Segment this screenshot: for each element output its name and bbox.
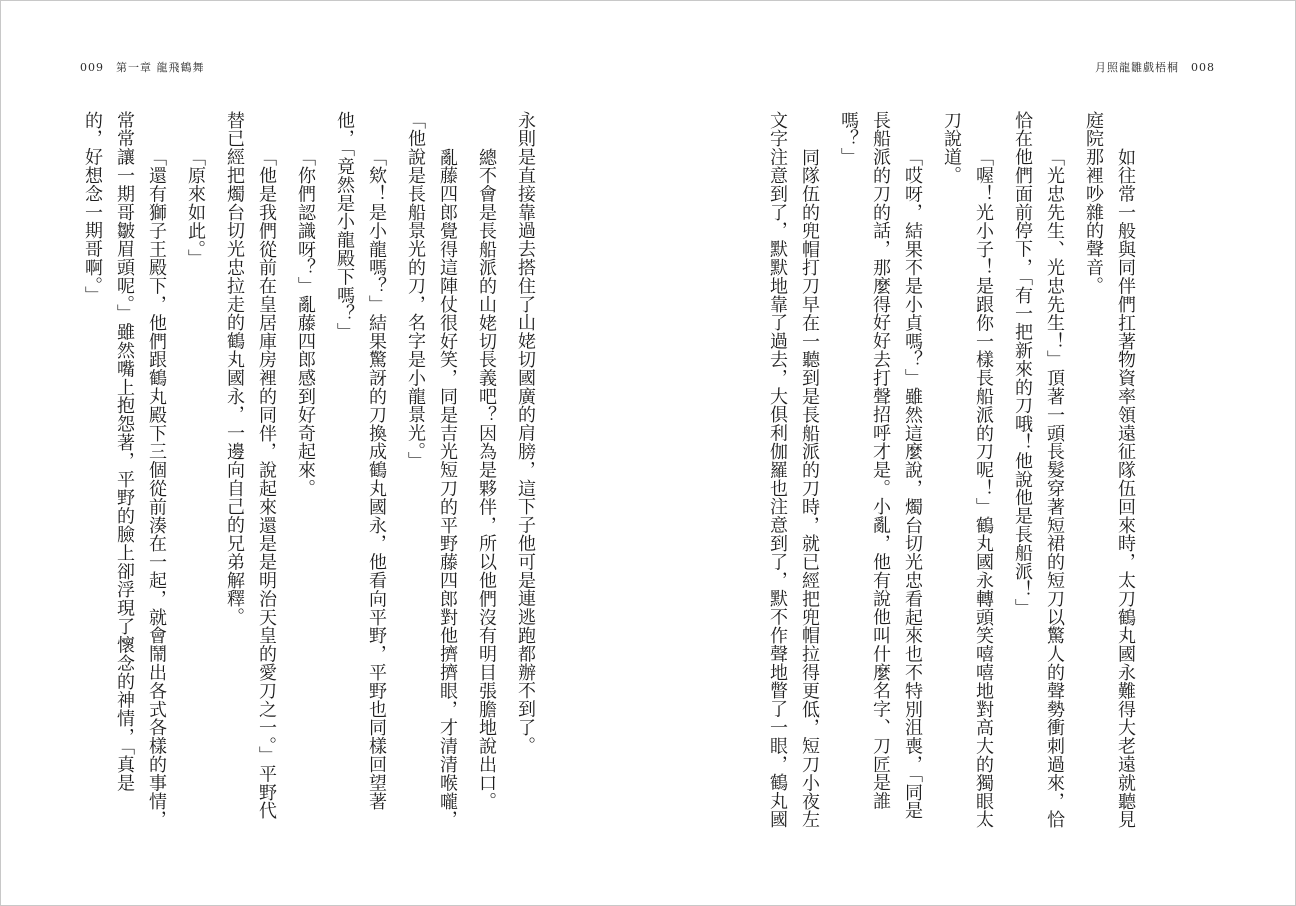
paragraph — [935, 111, 999, 851]
text-column: 「哎呀，結果不是小貞嗎？」雖然這麼說，燭台切光忠看起來也不特別沮喪，「同是 — [902, 148, 923, 820]
text-column: 常常讓一期哥皺眉頭呢。」雖然嘴上抱怨著，平野的臉上卻浮現了懷念的神情，「真是 — [114, 111, 135, 793]
paragraph — [179, 111, 211, 851]
text-column: 總不會是長船派的山姥切長義吧？因為是夥伴，所以他們沒有明目張膽地說出口。 — [476, 148, 497, 811]
text-column: 永則是直接靠過去搭住了山姥切國廣的肩膀，這下子他可是連逃跑都辦不到了。 — [515, 111, 536, 755]
left-page-body — [76, 111, 541, 851]
text-column: 「你們認識呀？」亂藤四郎感到好奇起來。 — [295, 148, 316, 498]
right-page — [648, 0, 1296, 906]
page-number: 009 — [80, 61, 104, 74]
text-column: 「他是我們從前在皇居庫房裡的同伴，說起來還是是明治天皇的愛刀之一。」平野代 — [256, 148, 277, 820]
text-column: 嗎？」 — [838, 111, 859, 167]
text-column: 「原來如此。」 — [185, 148, 206, 268]
text-column: 他，「竟然是小龍殿下嗎？」 — [334, 111, 355, 342]
text-column: 替已經把燭台切光忠拉走的鶴丸國永，一邊向自己的兄弟解釋。 — [224, 111, 245, 627]
text-column: 長船派的刀的話，那麼得好好去打聲招呼才是。小亂，他有說他叫什麼名字、刀匠是誰 — [870, 111, 891, 811]
right-page-header — [1095, 60, 1215, 76]
paragraph — [218, 111, 282, 851]
text-column: 恰在他們面前停下，「有一把新來的刀哦！他說他是長船派！」 — [1012, 111, 1033, 618]
paragraph — [289, 111, 321, 851]
text-column: 「欸！是小龍嗎？」結果驚訝的刀換成鶴丸國永，他看向平野，平野也同樣回望著 — [366, 148, 387, 811]
paragraph — [832, 111, 928, 851]
page-number: 008 — [1191, 61, 1215, 74]
paragraph — [76, 111, 172, 851]
text-column: 「他說是長船景光的刀，名字是小龍景光。」 — [405, 111, 426, 470]
running-head: 第一章 龍飛鶴舞 — [116, 61, 205, 74]
text-column: 「還有獅子王殿下，他們跟鶴丸殿下三個從前湊在一起，就會鬧出各式各樣的事情， — [146, 148, 167, 829]
paragraph — [761, 111, 825, 851]
text-column: 庭院那裡吵雜的聲音。 — [1083, 111, 1104, 295]
text-column: 亂藤四郎覺得這陣仗很好笑，同是吉光短刀的平野藤四郎對他擠擠眼，才清清喉嚨， — [437, 148, 458, 829]
text-column: 「喔！光小子！是跟你一樣長船派的刀呢！」鶴丸國永轉頭笑嘻嘻地對高大的獨眼太 — [973, 148, 994, 829]
paragraph — [1006, 111, 1070, 851]
right-page-body — [761, 111, 1141, 851]
text-column: 「光忠先生、光忠先生！」頂著一頭長髮穿著短裙的短刀以驚人的聲勢衝刺過來，恰 — [1044, 148, 1065, 829]
paragraph — [399, 111, 463, 851]
text-column: 同隊伍的兜帽打刀早在一聽到是長船派的刀時，就已經把兜帽拉得更低，短刀小夜左 — [799, 148, 820, 829]
text-column: 如往常一般與同伴們扛著物資率領遠征隊伍回來時，太刀鶴丸國永難得大老遠就聽見 — [1115, 148, 1136, 829]
text-column: 刀說道。 — [941, 111, 962, 185]
left-page-header — [80, 60, 205, 76]
text-column: 的，好想念一期哥啊。」 — [82, 111, 103, 305]
paragraph — [328, 111, 392, 851]
paragraph — [1077, 111, 1141, 851]
paragraph — [470, 111, 502, 851]
paragraph — [509, 111, 541, 851]
text-column: 文字注意到了，默默地靠了過去，大俱利伽羅也注意到了，默不作聲地瞥了一眼，鶴丸國 — [767, 111, 788, 829]
running-head: 月照龍雛戲梧桐 — [1095, 61, 1179, 74]
